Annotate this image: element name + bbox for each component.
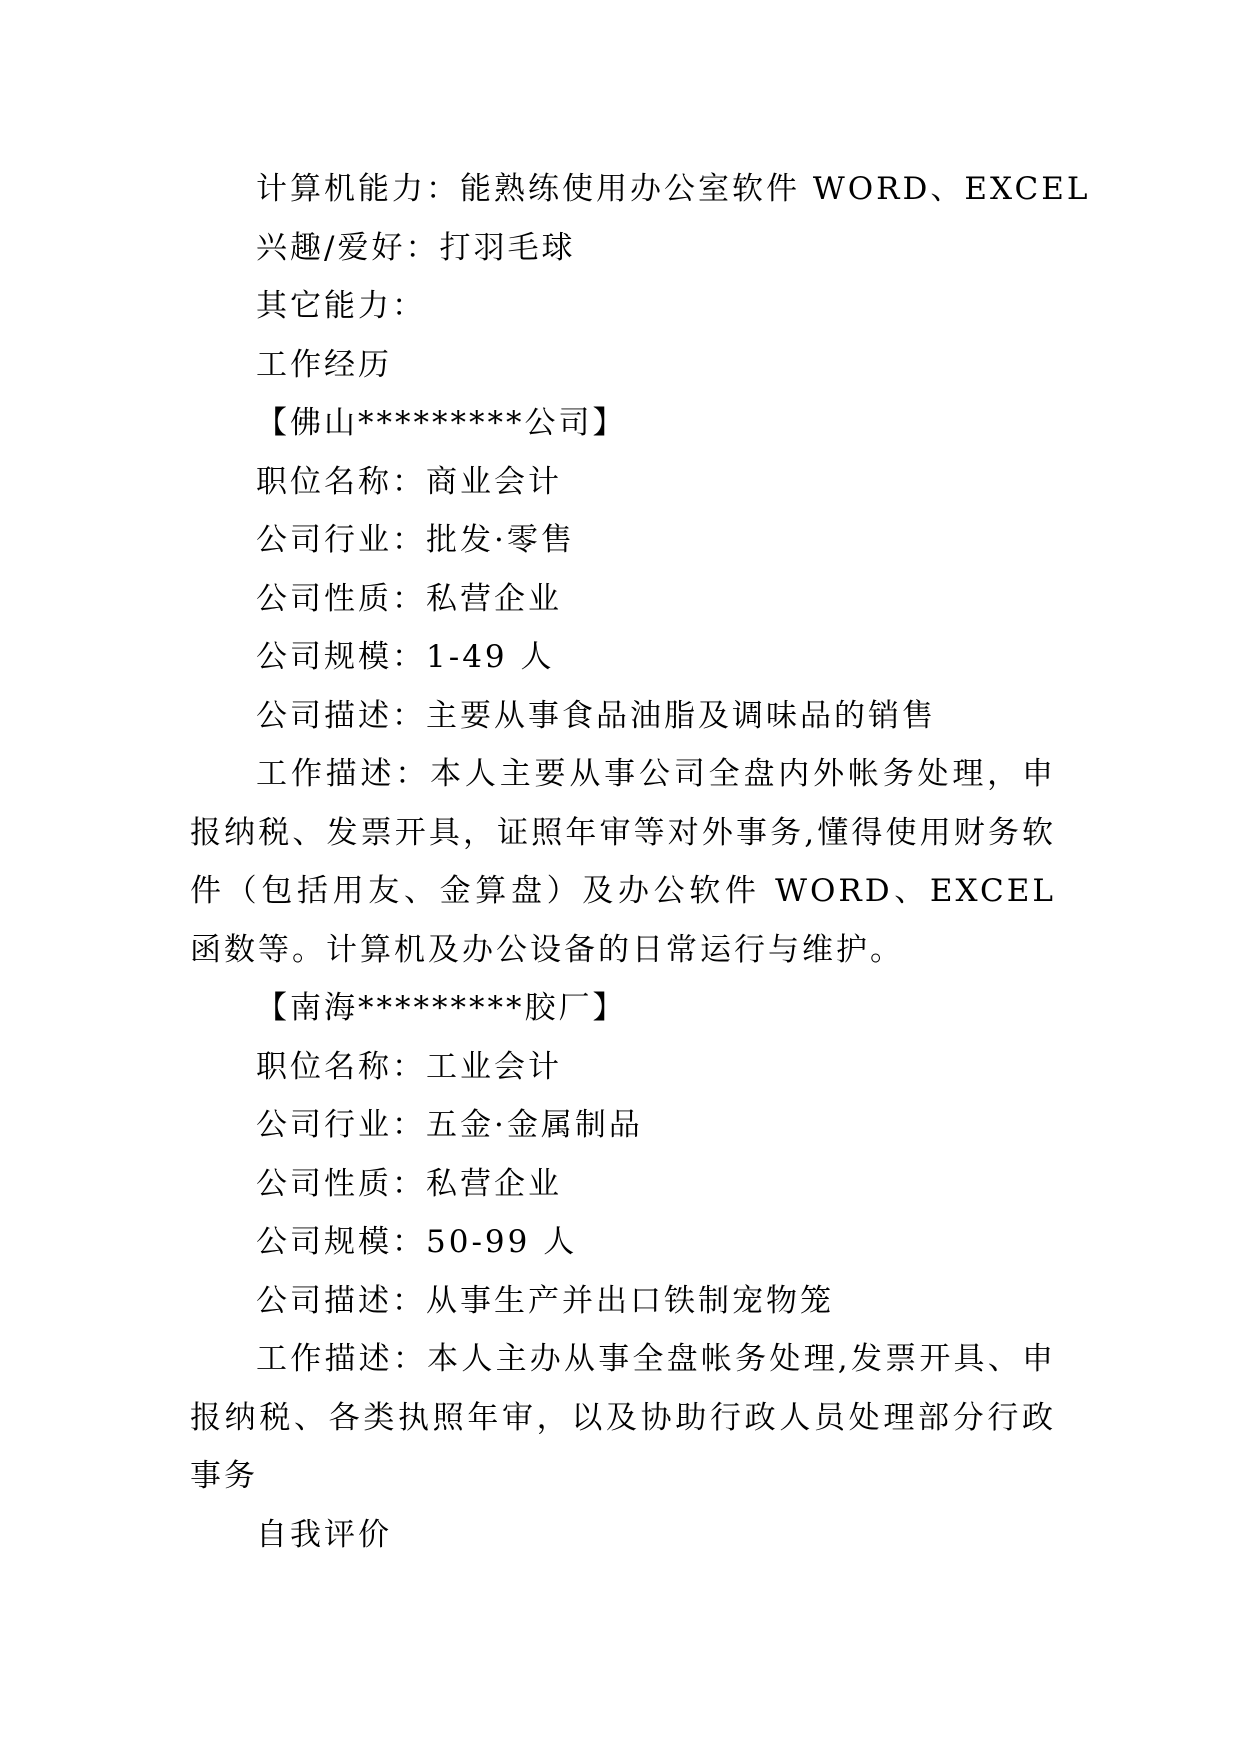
job-position: 职位名称：商业会计 [256, 463, 562, 500]
other-skill-line: 其它能力： [256, 288, 426, 324]
job-company: 【南海*********胶厂】 [256, 990, 627, 1026]
hobby-line: 兴趣/爱好：打羽毛球 [256, 229, 576, 266]
job-scale: 公司规模：50-99 人 [256, 1224, 578, 1260]
job-company-desc: 公司描述：主要从事食品油脂及调味品的销售 [256, 697, 936, 734]
job-entry [190, 394, 1056, 979]
computer-skill-line: 计算机能力：能熟练使用办公室软件 WORD、EXCEL [256, 171, 1091, 207]
job-company-desc: 公司描述：从事生产并出口铁制宠物笼 [256, 1282, 834, 1319]
self-evaluation-heading: 自我评价 [256, 1516, 392, 1553]
job-position: 职位名称：工业会计 [256, 1048, 562, 1085]
job-industry: 公司行业：五金·金属制品 [256, 1107, 643, 1143]
job-industry: 公司行业：批发·零售 [256, 522, 575, 558]
job-company: 【佛山*********公司】 [256, 405, 627, 441]
job-nature: 公司性质：私营企业 [256, 1165, 562, 1202]
job-entry [190, 979, 1056, 1506]
job-nature: 公司性质：私营企业 [256, 580, 562, 617]
work-history-heading: 工作经历 [256, 346, 392, 383]
job-scale: 公司规模：1-49 人 [256, 639, 555, 675]
resume-content [190, 160, 1091, 1564]
job-work-desc: 工作描述：本人主办从事全盘帐务处理,发票开具、申报纳税、各类执照年审，以及协助行政人员处理部分行政事务 [190, 1341, 1056, 1494]
job-work-desc: 工作描述：本人主要从事公司全盘内外帐务处理，申报纳税、发票开具，证照年审等对外事务,懂得使用财务软件（包括用友、金算盘）及办公软件 WORD、EXCEL 函数等。计算机及办公设备的日常运行与维护。 [190, 756, 1056, 968]
